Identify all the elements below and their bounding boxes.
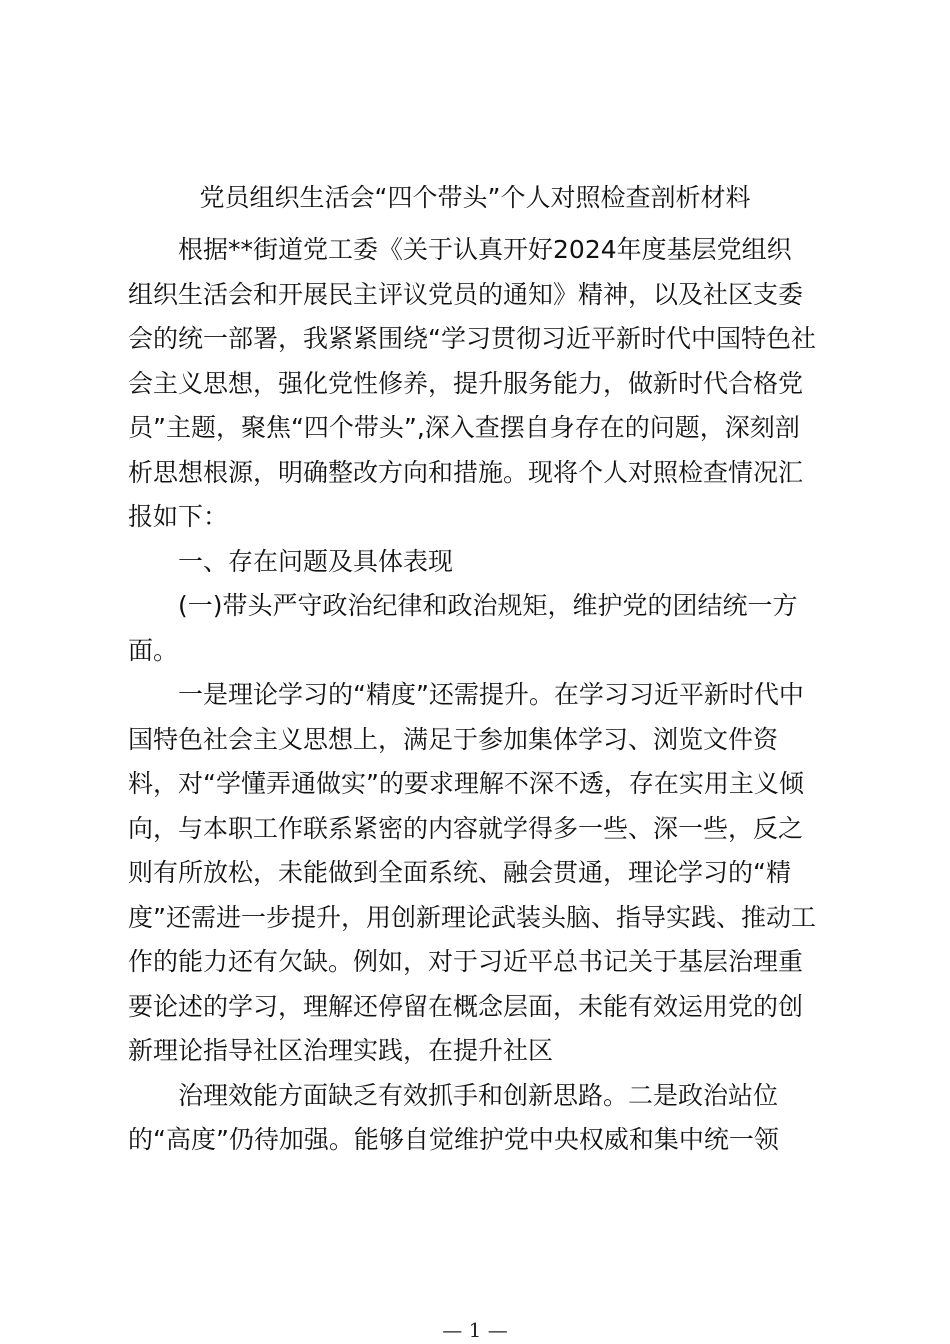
body-line: 的“高度”仍待加强。能够自觉维护党中央权威和集中统一领 xyxy=(128,1125,779,1154)
body-line: 度”还需进一步提升，用创新理论武装头脑、指导实践、推动工 xyxy=(128,902,816,932)
body-line: 国特色社会主义思想上，满足于参加集体学习、浏览文件资 xyxy=(128,724,779,754)
body-line: 报如下： xyxy=(128,502,229,531)
body-line: 向，与本职工作联系紧密的内容就学得多一些、深一些，反之 xyxy=(128,813,804,843)
body-line: 员”主题，聚焦“四个带头”,深入查摆自身存在的问题，深刻剖 xyxy=(128,413,800,442)
body-line: 要论述的学习，理解还停留在概念层面，未能有效运用党的创 xyxy=(128,991,804,1021)
body-line: (一)带头严守政治纪律和政治规矩，维护党的团结统一方 xyxy=(178,591,798,620)
body-line: 根据**街道党工委《关于认真开好2024年度基层党组织 xyxy=(178,235,792,264)
body-line: 会主义思想，强化党性修养，提升服务能力，做新时代合格党 xyxy=(128,368,804,398)
document-body xyxy=(128,228,833,1163)
body-line: 会的统一部署，我紧紧围绕“学习贯彻习近平新时代中国特色社 xyxy=(128,324,816,353)
document-title: 党员组织生活会“四个带头”个人对照检查剖析材料 xyxy=(199,183,751,212)
body-line: 作的能力还有欠缺。例如，对于习近平总书记关于基层治理重 xyxy=(128,947,804,976)
body-line: 一是理论学习的“精度”还需提升。在学习习近平新时代中 xyxy=(178,680,804,709)
body-line: 组织生活会和开展民主评议党员的通知》精神，以及社区支委 xyxy=(128,279,804,309)
page-number: — 1 — xyxy=(442,1318,508,1342)
body-line: 面。 xyxy=(128,635,179,665)
body-line: 治理效能方面缺乏有效抓手和创新思路。二是政治站位 xyxy=(178,1080,779,1110)
body-line: 新理论指导社区治理实践，在提升社区 xyxy=(128,1036,554,1065)
body-line: 则有所放松，未能做到全面系统、融会贯通，理论学习的“精 xyxy=(128,858,791,887)
body-line: 析思想根源，明确整改方向和措施。现将个人对照检查情况汇 xyxy=(128,457,804,487)
body-line: 料，对“学懂弄通做实”的要求理解不深不透，存在实用主义倾 xyxy=(128,769,804,798)
body-line: 一、存在问题及具体表现 xyxy=(178,546,454,576)
